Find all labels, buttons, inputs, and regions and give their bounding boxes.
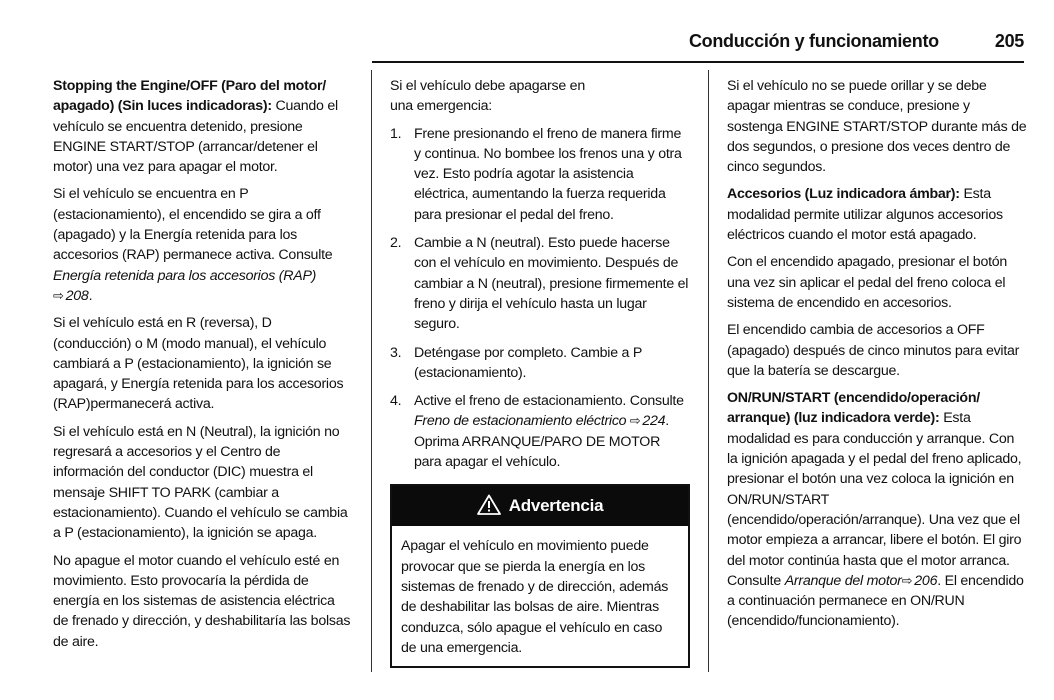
page-number: 205 <box>994 31 1024 51</box>
column-1 <box>53 76 353 659</box>
step-number: 2. <box>390 235 402 252</box>
column-divider <box>708 70 709 672</box>
paragraph-accessory-timeout: El encendido cambia de accesorios a OFF (apagado) después de cinco minutos para evitar que la batería se descargue. <box>727 322 1020 379</box>
warning-triangle-icon <box>477 490 501 530</box>
paragraph-text: Esta modalidad permite utilizar algunos accesorios eléctricos cuando el motor está apagado. <box>727 186 1003 244</box>
page-ref-arrow-icon: ⇨ <box>53 287 64 303</box>
paragraph-text: Esta modalidad es para conducción y arranque. Con la ignición apagada y el pedal del freno aplicado, presionar el botón una vez coloca la ignición en ON/RUN/START (encendido/operación/arranque). Una vez que el motor empieza a arrancar, libere el botón. El giro del motor continúa hasta que el motor arranca. Consulte <box>727 410 1022 589</box>
list-item <box>390 391 690 472</box>
column-divider <box>371 70 372 672</box>
page-ref-arrow-icon: ⇨ <box>901 572 913 588</box>
column-2 <box>390 76 690 668</box>
warning-title: Advertencia <box>508 496 604 516</box>
cross-reference[interactable]: Energía retenida para los accesorios (RAP) <box>53 267 317 284</box>
paragraph-accessory <box>727 184 1027 245</box>
list-item <box>390 233 690 334</box>
cross-reference[interactable]: Arranque del motor <box>784 572 902 589</box>
page-reference[interactable]: 208 <box>65 287 89 304</box>
page-reference[interactable]: 224 <box>642 413 666 430</box>
step-text: Active el freno de estacionamiento. Consulte <box>414 393 684 410</box>
section-title: Conducción y funcionamiento <box>688 31 939 51</box>
paragraph-text: Si el vehículo se encuentra en P (estacionamiento), el encendido se gira a off (apagado) y la Energía retenida para los accesorios (RAP) permanece activa. Consulte <box>53 186 333 264</box>
term-heading: ON/RUN/START (encendido/operación/ arranque) (luz indicadora verde): <box>727 390 980 427</box>
emergency-intro: Si el vehículo debe apagarse en una emergencia: <box>390 78 585 115</box>
term-heading: Accesorios (Luz indicadora ámbar): <box>727 186 960 203</box>
running-header <box>689 31 1024 52</box>
paragraph-text: . <box>88 287 93 304</box>
step-text: Frene presionando el freno de manera firme y continua. No bombee los frenos una y otra vez. Esto podría agotar la asistencia eléctrica, aumentando la fuerza requerida para presionar el pedal del freno. <box>414 125 682 223</box>
step-number: 1. <box>390 125 402 142</box>
step-number: 4. <box>390 393 402 410</box>
page-ref-arrow-icon: ⇨ <box>626 413 641 429</box>
paragraph-on-run-start <box>727 388 1027 632</box>
paragraph-park <box>53 184 353 306</box>
list-item <box>390 124 690 225</box>
paragraph-text: Cuando el vehículo se encuentra detenido, presione ENGINE START/STOP (arrancar/detener el motor) una vez para apagar el motor. <box>53 98 338 176</box>
step-text: Cambie a N (neutral). Esto puede hacerse con el vehículo en movimiento. Después de cambiar a N (neutral), presione firmemente el freno y dirija el vehículo hasta un lugar seguro. <box>414 235 689 333</box>
paragraph-neutral: Si el vehículo está en N (Neutral), la ignición no regresará a accesorios y el Centro de información del conductor (DIC) muestra el mensaje SHIFT TO PARK (cambiar a estacionamiento). Cuando el vehículo se cambia a P (estacionamiento), la ignición se apaga. <box>53 423 348 542</box>
column-3 <box>727 76 1027 639</box>
step-text: . Oprima ARRANQUE/PARO DE MOTOR para apagar el vehículo. <box>414 413 669 471</box>
paragraph-reverse-drive: Si el vehículo está en R (reversa), D (conducción) o M (modo manual), el vehículo cambiará a P (estacionamiento), la ignición se apagará, y Energía retenida para los accesorios (RAP)permanecerá activa. <box>53 315 344 413</box>
warning-body: Apagar el vehículo en movimiento puede provocar que se pierda la energía en los sistemas de frenado y de dirección, además de deshabilitar las bolsas de aire. Mientras conduzca, sólo apague el vehículo en caso de una emergencia. <box>401 538 669 656</box>
paragraph-text: . El encendido a continuación permanece en ON/RUN (encendido/funcionamiento). <box>727 572 1024 630</box>
step-text: Deténgase por completo. Cambie a P (estacionamiento). <box>414 344 642 381</box>
cross-reference[interactable]: Freno de estacionamiento eléctrico <box>414 413 627 430</box>
header-rule <box>372 61 1024 63</box>
step-number: 3. <box>390 344 402 361</box>
paragraph-accessory-press: Con el encendido apagado, presionar el botón una vez sin aplicar el pedal del freno coloca el sistema de encendido en accesorios. <box>727 254 1008 311</box>
paragraph-cannot-pull-over: Si el vehículo no se puede orillar y se debe apagar mientras se conduce, presione y sostenga ENGINE START/STOP durante más de dos segundos, o presione dos veces dentro de cinco segundos. <box>727 78 1027 176</box>
list-item <box>390 343 690 384</box>
warning-box <box>390 484 690 668</box>
emergency-steps <box>390 124 690 473</box>
paragraph-stopping-engine <box>53 76 353 177</box>
page-reference[interactable]: 206 <box>914 572 938 589</box>
paragraph-moving: No apague el motor cuando el vehículo esté en movimiento. Esto provocaría la pérdida de energía en los sistemas de asistencia eléctrica de frenado y dirección, y deshabilitaría las bolsas de aire. <box>53 552 351 650</box>
warning-header <box>392 486 688 526</box>
term-heading: Stopping the Engine/OFF (Paro del motor/ apagado) (Sin luces indicadoras): <box>53 78 326 115</box>
